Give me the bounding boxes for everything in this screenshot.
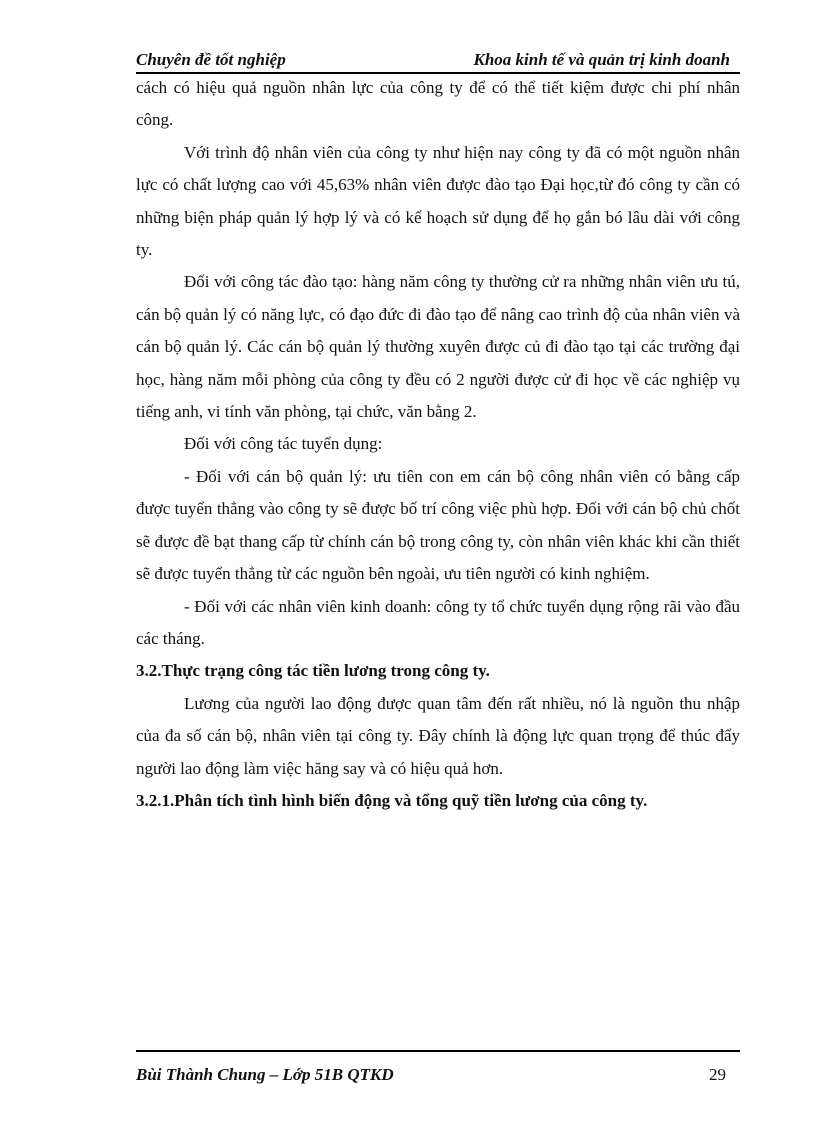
paragraph-training: Đối với công tác đào tạo: hàng năm công ty thường cử ra những nhân viên ưu tú, cán bộ quản lý có năng lực, có đạo đức đi đào tạo để nâng cao trình độ của nhân viên và cán bộ quản lý. Các cán bộ quản lý thường xuyên được củ đi đào tạo tại các trường đại học, hàng năm mỗi phòng của công ty đều có 2 người được cử đi học về các nghiệp vụ tiếng anh, vi tính văn phòng, tại chức, văn bằng 2.	[136, 272, 740, 422]
document-body	[136, 72, 740, 817]
paragraph-staff-quality: Với trình độ nhân viên của công ty như hiện nay công ty đã có một nguồn nhân lực có chất lượng cao với 45,63% nhân viên được đào tạo Đại học,từ đó công ty cần có những biện pháp quản lý hợp lý và có kế hoạch sử dụng để họ gắn bó lâu dài với công ty.	[136, 142, 740, 260]
page-header	[136, 50, 740, 74]
header-faculty: Khoa kinh tế và quản trị kinh doanh	[473, 50, 730, 69]
header-document-type: Chuyên đề tốt nghiệp	[136, 50, 286, 69]
section-heading-3-2-1: 3.2.1.Phân tích tình hình biến động và tổng quỹ tiền lương của công ty.	[136, 790, 648, 810]
paragraph-continuation: cách có hiệu quả nguồn nhân lực của công ty để có thể tiết kiệm được chi phí nhân công.	[136, 78, 740, 130]
footer-author: Bùi Thành Chung – Lớp 51B QTKD	[136, 1065, 394, 1084]
page-footer	[136, 1050, 740, 1082]
section-heading-3-2: 3.2.Thực trạng công tác tiền lương trong công ty.	[136, 661, 490, 681]
paragraph-recruitment-managers: - Đối với cán bộ quản lý: ưu tiên con em cán bộ công nhân viên có bằng cấp được tuyển thẳng vào công ty sẽ được bố trí công việc phù hợp. Đối với cán bộ chủ chốt sẽ được đề bạt thang cấp từ chính cán bộ trong công ty, còn nhân viên khác khi cần thiết sẽ được tuyển thẳng từ các nguồn bên ngoài, ưu tiên người có kinh nghiệm.	[136, 466, 740, 584]
paragraph-recruitment-sales: - Đối với các nhân viên kinh doanh: công ty tổ chức tuyển dụng rộng rãi vào đầu các tháng.	[136, 596, 740, 648]
page-number: 29	[709, 1065, 726, 1084]
paragraph-recruitment-intro: Đối với công tác tuyển dụng:	[184, 434, 383, 454]
paragraph-salary: Lương của người lao động được quan tâm đến rất nhiều, nó là nguồn thu nhập của đa số cán bộ, nhân viên tại công ty. Đây chính là động lực quan trọng để thúc đẩy người lao động làm việc hăng say và có hiệu quả hơn.	[136, 693, 740, 778]
